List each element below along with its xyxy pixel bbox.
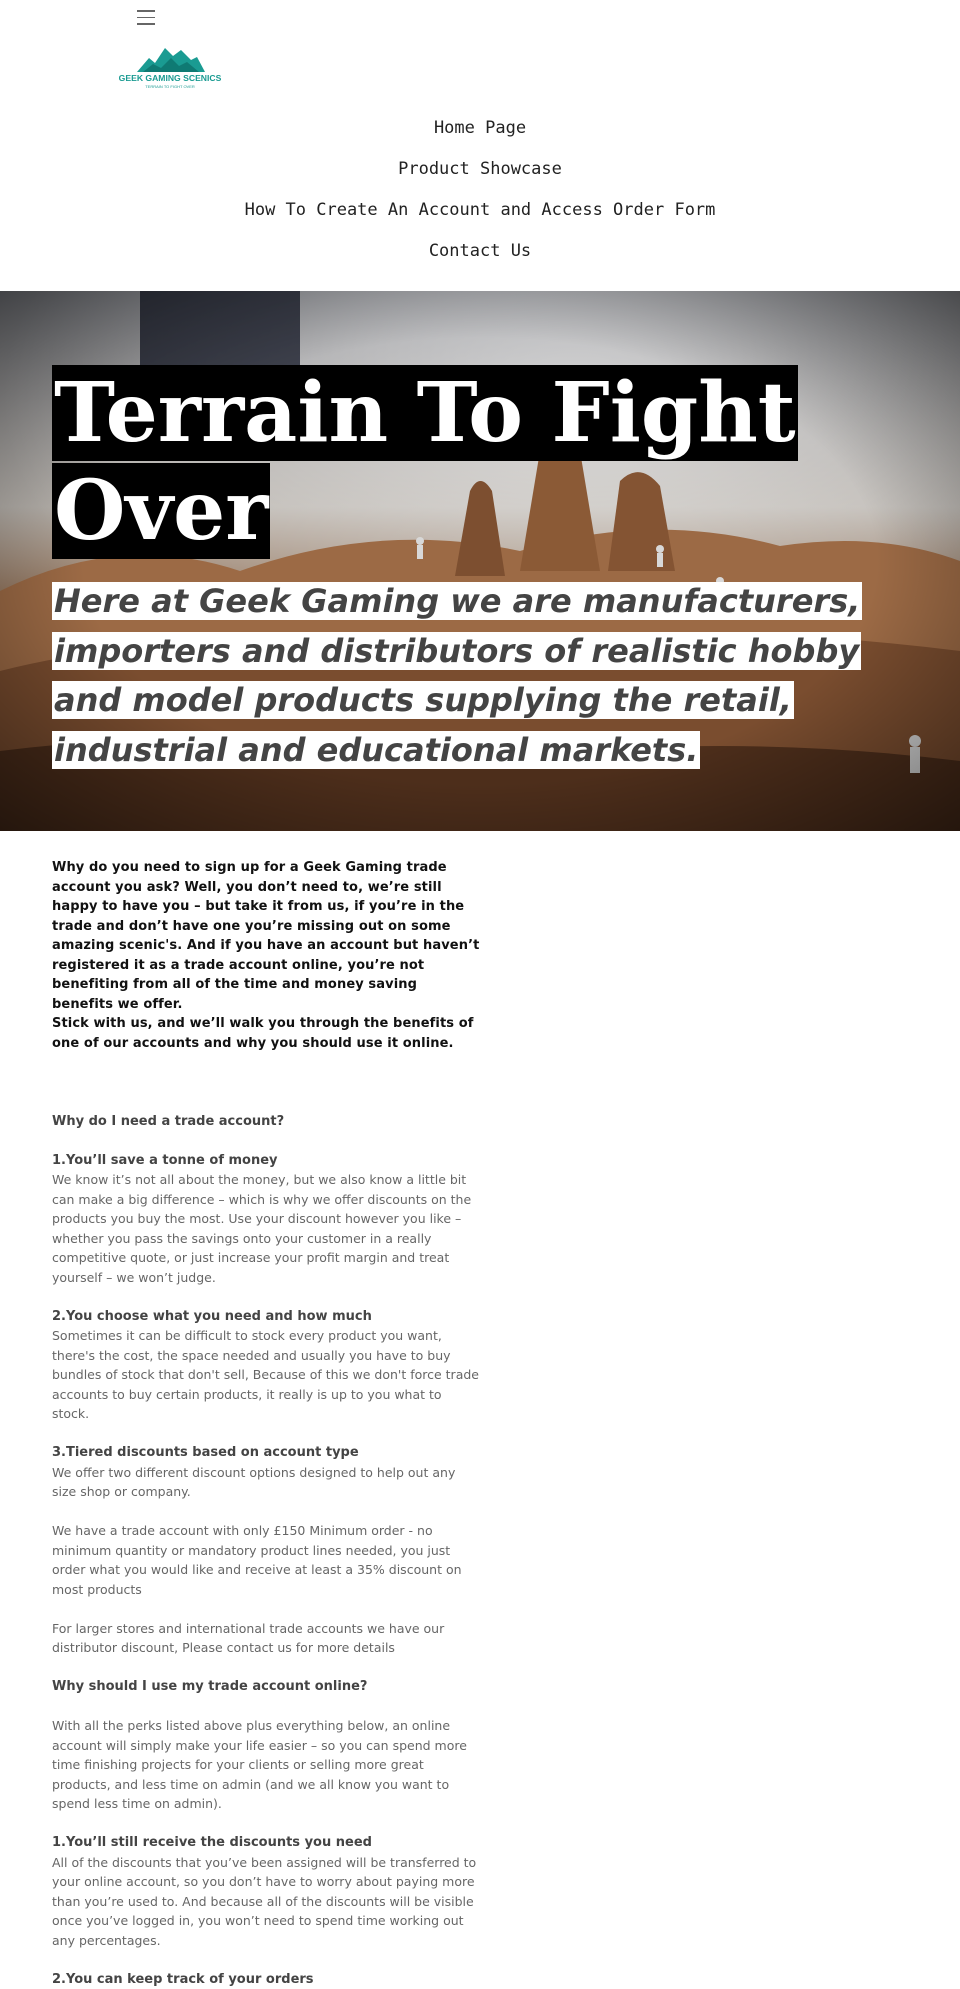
nav-create-account[interactable]: How To Create An Account and Access Order Form [0,192,960,233]
intro-paragraph-2: Stick with us, and we’ll walk you through the benefits of one of our accounts and why you should use it online. [52,1014,482,1053]
benefit-heading: 3.Tiered discounts based on account type [52,1443,482,1463]
trade-account-text: We have a trade account with only £150 Minimum order - no minimum quantity or mandatory product lines needed, you just order what you would like and receive at least a 35% discount on most products [52,1521,482,1599]
benefit-text: We offer two different discount options designed to help out any size shop or company. [52,1463,482,1502]
benefit-heading: 2.You can keep track of your orders [52,1970,482,1989]
section-heading: Why do I need a trade account? [52,1112,482,1132]
hamburger-menu-icon[interactable] [137,10,155,26]
benefit-heading: 1.You’ll save a tonne of money [52,1151,482,1171]
benefit-heading: 2.You choose what you need and how much [52,1307,482,1327]
section-heading: Why should I use my trade account online? [52,1677,482,1697]
hero-title: Terrain To Fight Over [52,364,812,560]
benefit-text: All of the discounts that you’ve been assigned will be transferred to your online account, so you don’t have to worry about paying more than you’re used to. And because all of the discounts will be visible once you’ve logged in, you won’t need to spend time working out any percentages. [52,1853,482,1951]
intro-paragraph: Why do you need to sign up for a Geek Gaming trade account you ask? Well, you don’t need to, we’re still happy to have you – but take it from us, if you’re in the trade and don’t have one you’re missing out on some amazing scenic's. And if you have an account but haven’t registered it as a trade account online, you’re not benefiting from all of the time and money saving benefits we offer. [52,858,482,1014]
logo-tagline: TERRAIN TO FIGHT OVER [145,84,195,89]
hero-subtitle: Here at Geek Gaming we are manufacturers, importers and distributors of realistic hobby and model products supplying the retail, industrial and educational markets. [52,577,912,775]
benefit-text: We know it’s not all about the money, but we also know a little bit can make a big difference – which is why we offer discounts on the products you buy the most. Use your discount however you like – whether you pass the savings onto your customer in a really competitive quote, or just increase your profit margin and treat yourself – we won’t judge. [52,1170,482,1287]
nav-home[interactable]: Home Page [0,110,960,151]
benefit-heading: 1.You’ll still receive the discounts you need [52,1833,482,1853]
logo-name: GEEK GAMING SCENICS [119,73,222,83]
nav-contact[interactable]: Contact Us [0,233,960,274]
site-logo[interactable] [127,44,213,92]
main-nav [0,110,960,274]
main-content [52,858,482,1989]
site-header [0,0,960,291]
online-intro-text: With all the perks listed above plus everything below, an online account will simply make your life easier – so you can spend more time finishing projects for your clients or selling more great products, and less time on admin (and we all know you want to spend less time on admin). [52,1716,482,1814]
benefit-text: Sometimes it can be difficult to stock every product you want, there's the cost, the space needed and usually you have to buy bundles of stock that don't sell, Because of this we don't force trade accounts to buy certain products, it really is up to you what to stock. [52,1326,482,1424]
nav-product-showcase[interactable]: Product Showcase [0,151,960,192]
distributor-text: For larger stores and international trade accounts we have our distributor discount, Please contact us for more details [52,1619,482,1658]
